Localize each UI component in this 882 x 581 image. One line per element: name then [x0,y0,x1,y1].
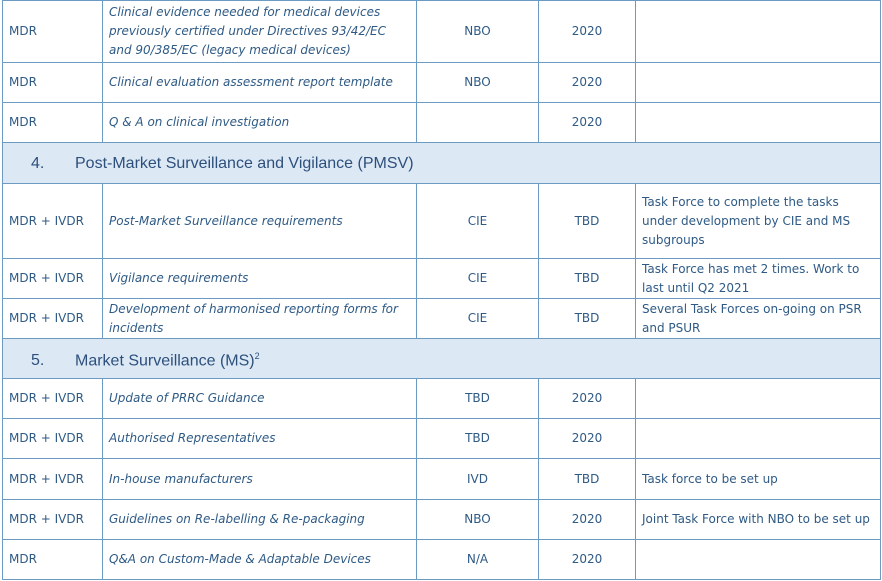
table-row [3,379,881,419]
table-row [3,103,881,143]
regulation-cell: MDR [3,1,103,63]
responsible-body-cell: NBO [417,63,539,103]
table-row [3,500,881,540]
table-row [3,1,881,63]
section-title: Post-Market Surveillance and Vigilance (PMSV) [75,154,414,172]
section-header [3,339,881,379]
target-date-cell: 2020 [539,63,636,103]
target-date-cell: 2020 [539,500,636,540]
regulation-cell: MDR + IVDR [3,299,103,339]
responsible-body-cell: N/A [417,540,539,580]
responsible-body-cell [417,103,539,143]
regulation-cell: MDR + IVDR [3,419,103,459]
target-date-cell: 2020 [539,379,636,419]
target-date-cell: 2020 [539,1,636,63]
regulation-cell: MDR [3,63,103,103]
regulation-cell: MDR [3,103,103,143]
guidance-title-cell: Guidelines on Re-labelling & Re-packaging [103,500,417,540]
regulation-cell: MDR + IVDR [3,184,103,259]
section-number: 5. [31,352,45,370]
section-header-row [3,143,881,184]
notes-cell [636,1,881,63]
table-row [3,540,881,580]
target-date-cell: 2020 [539,540,636,580]
target-date-cell: 2020 [539,103,636,143]
guidance-title-cell: Clinical evidence needed for medical devices previously certified under Directives 93/42/EC and 90/385/EC (legacy medical devices) [103,1,417,63]
notes-cell [636,540,881,580]
table-row [3,419,881,459]
guidance-title-cell: Authorised Representatives [103,419,417,459]
guidance-title-cell: Update of PRRC Guidance [103,379,417,419]
table-row [3,184,881,259]
table-row [3,259,881,299]
responsible-body-cell: NBO [417,500,539,540]
notes-cell [636,419,881,459]
section-header-row [3,339,881,379]
guidance-title-cell: Clinical evaluation assessment report template [103,63,417,103]
notes-cell: Task force to be set up [636,459,881,500]
notes-cell: Task Force has met 2 times. Work to last until Q2 2021 [636,259,881,299]
responsible-body-cell: CIE [417,184,539,259]
target-date-cell: TBD [539,299,636,339]
notes-cell [636,379,881,419]
target-date-cell: 2020 [539,419,636,459]
notes-cell [636,103,881,143]
responsible-body-cell: CIE [417,299,539,339]
section-number: 4. [31,154,45,172]
footnote-marker: 2 [254,350,260,361]
guidance-table-container [2,0,880,580]
guidance-title-cell: Development of harmonised reporting forms for incidents [103,299,417,339]
notes-cell [636,63,881,103]
table-row [3,459,881,500]
notes-cell: Joint Task Force with NBO to be set up [636,500,881,540]
target-date-cell: TBD [539,184,636,259]
regulation-cell: MDR + IVDR [3,379,103,419]
responsible-body-cell: NBO [417,1,539,63]
table-row [3,299,881,339]
section-title: Market Surveillance (MS) [75,352,255,370]
guidance-title-cell: Vigilance requirements [103,259,417,299]
notes-cell: Task Force to complete the tasks under development by CIE and MS subgroups [636,184,881,259]
target-date-cell: TBD [539,259,636,299]
guidance-title-cell: Post-Market Surveillance requirements [103,184,417,259]
guidance-title-cell: Q&A on Custom-Made & Adaptable Devices [103,540,417,580]
guidance-title-cell: Q & A on clinical investigation [103,103,417,143]
responsible-body-cell: CIE [417,259,539,299]
section-header [3,143,881,184]
target-date-cell: TBD [539,459,636,500]
regulation-cell: MDR + IVDR [3,500,103,540]
responsible-body-cell: TBD [417,419,539,459]
regulation-cell: MDR + IVDR [3,459,103,500]
guidance-title-cell: In-house manufacturers [103,459,417,500]
responsible-body-cell: IVD [417,459,539,500]
regulation-cell: MDR [3,540,103,580]
notes-cell: Several Task Forces on-going on PSR and PSUR [636,299,881,339]
guidance-table [2,0,881,580]
regulation-cell: MDR + IVDR [3,259,103,299]
table-row [3,63,881,103]
responsible-body-cell: TBD [417,379,539,419]
